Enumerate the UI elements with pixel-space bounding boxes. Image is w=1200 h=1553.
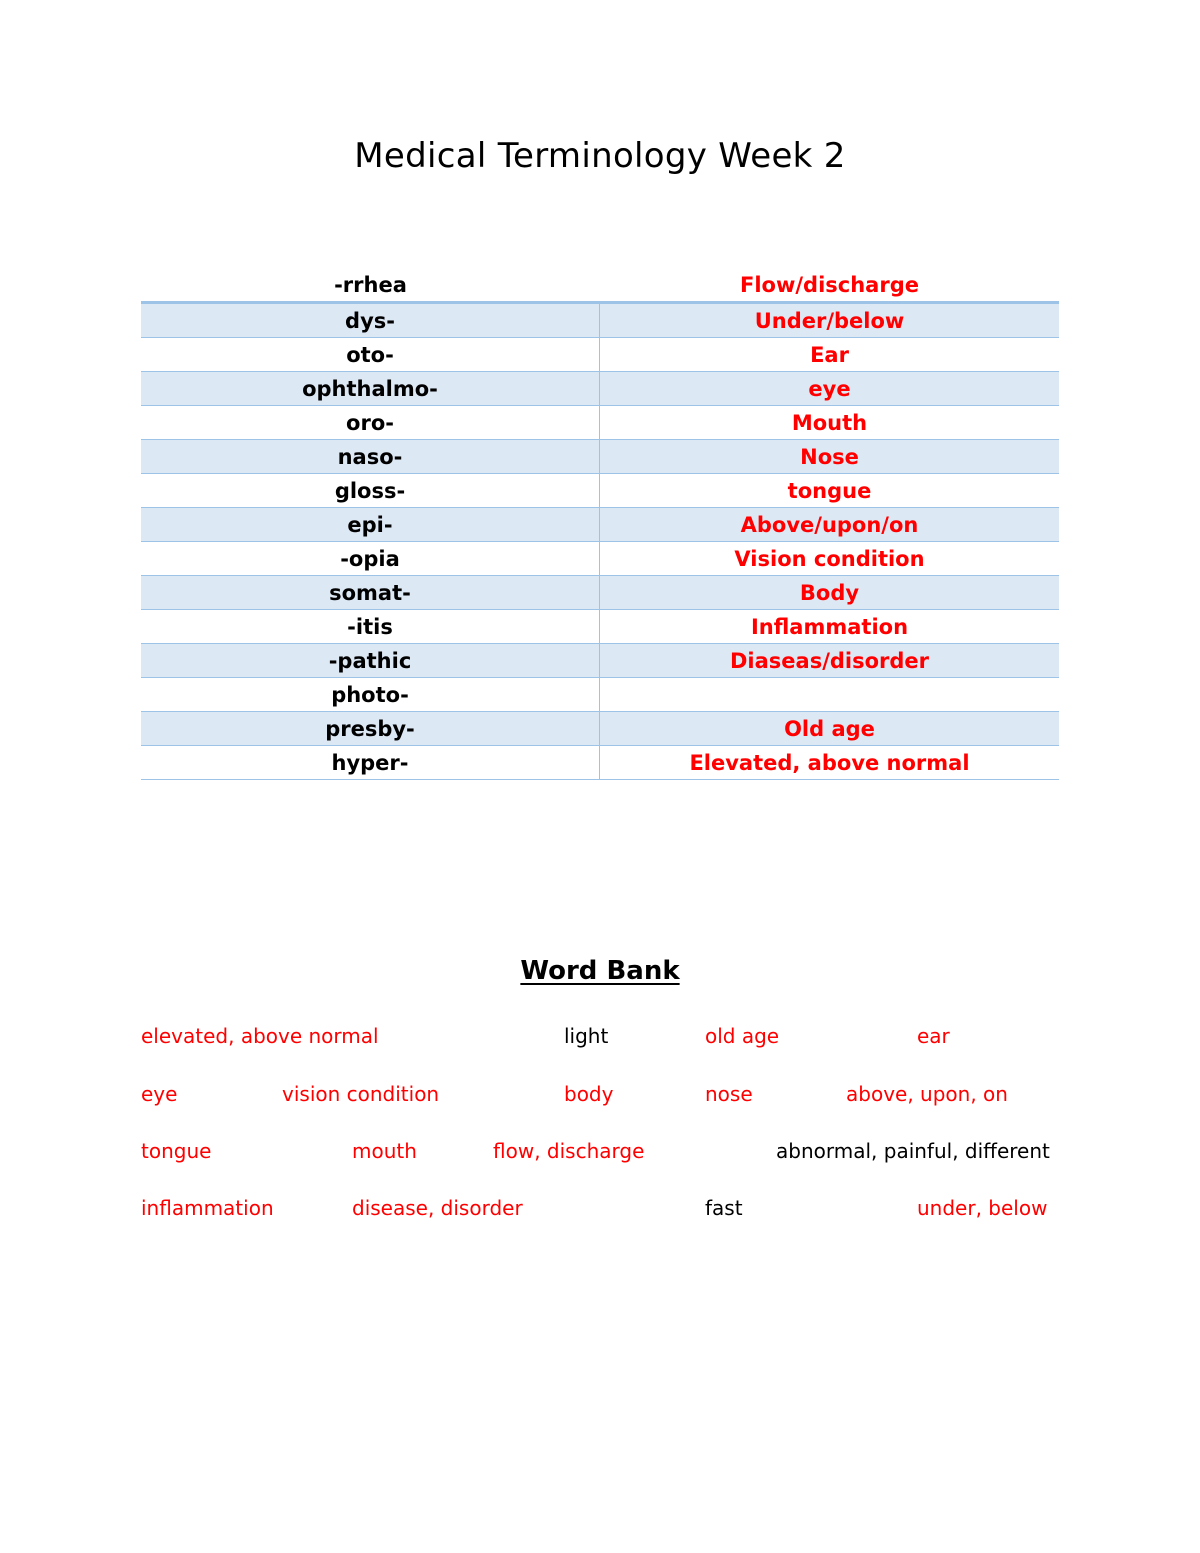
word-bank-item: vision condition [282,1082,440,1106]
table-row [141,304,1059,338]
page-title: Medical Terminology Week 2 [354,136,846,176]
terminology-table [141,268,1059,780]
table-row [141,338,1059,372]
meaning-cell: Under/below [754,308,905,333]
meaning-cell: Vision condition [734,546,925,571]
term-cell: dys- [141,304,600,337]
table-header-row [141,268,1059,304]
meaning-cell [600,678,1059,711]
table-row [141,542,1059,576]
word-bank-item: fast [705,1196,743,1220]
word-bank-item: body [564,1082,614,1106]
table-row [141,746,1059,780]
term-cell: hyper- [141,746,600,779]
word-bank-item: abnormal, painful, different [776,1139,1050,1163]
term-cell: photo- [141,678,600,711]
table-row [141,440,1059,474]
word-bank-item: above, upon, on [846,1082,1008,1106]
table-row [141,712,1059,746]
word-bank-item: inflammation [141,1196,274,1220]
term-cell: oro- [141,406,600,439]
meaning-cell: Old age [784,716,875,741]
word-bank-item: flow, discharge [493,1139,645,1163]
word-bank-item: nose [705,1082,753,1106]
word-bank-item: old age [705,1024,780,1048]
table-row [141,508,1059,542]
word-bank-item: under, below [917,1196,1048,1220]
meaning-cell: Diaseas/disorder [729,648,930,673]
term-cell: epi- [141,508,600,541]
meaning-cell: Above/upon/on [740,512,919,537]
word-bank-item: mouth [352,1139,417,1163]
term-cell: naso- [141,440,600,473]
term-cell: presby- [141,712,600,745]
table-row [141,372,1059,406]
term-cell: oto- [141,338,600,371]
term-cell: gloss- [141,474,600,507]
table-row [141,474,1059,508]
word-bank-item: light [564,1024,609,1048]
word-bank-item: elevated, above normal [141,1024,379,1048]
meaning-cell: Ear [810,342,849,367]
meaning-cell: Inflammation [750,614,909,639]
table-row [141,610,1059,644]
term-cell: -itis [141,610,600,643]
term-cell: -pathic [141,644,600,677]
table-row [141,406,1059,440]
meaning-cell: Elevated, above normal [689,750,970,775]
meaning-cell: Nose [800,444,859,469]
meaning-cell: Body [799,580,860,605]
word-bank-item: disease, disorder [352,1196,523,1220]
table-row [141,678,1059,712]
meaning-cell: Flow/discharge [740,272,919,297]
term-cell: somat- [141,576,600,609]
word-bank-item: eye [141,1082,178,1106]
word-bank-item: tongue [141,1139,212,1163]
table-row [141,576,1059,610]
meaning-cell: Mouth [791,410,868,435]
word-bank-title [0,956,1200,986]
term-cell: -rrhea [334,272,407,297]
word-bank-title-text: Word Bank [520,956,680,986]
table-row [141,644,1059,678]
meaning-cell: tongue [787,478,872,503]
term-cell: ophthalmo- [141,372,600,405]
term-cell: -opia [141,542,600,575]
meaning-cell: eye [808,376,851,401]
word-bank-item: ear [917,1024,950,1048]
